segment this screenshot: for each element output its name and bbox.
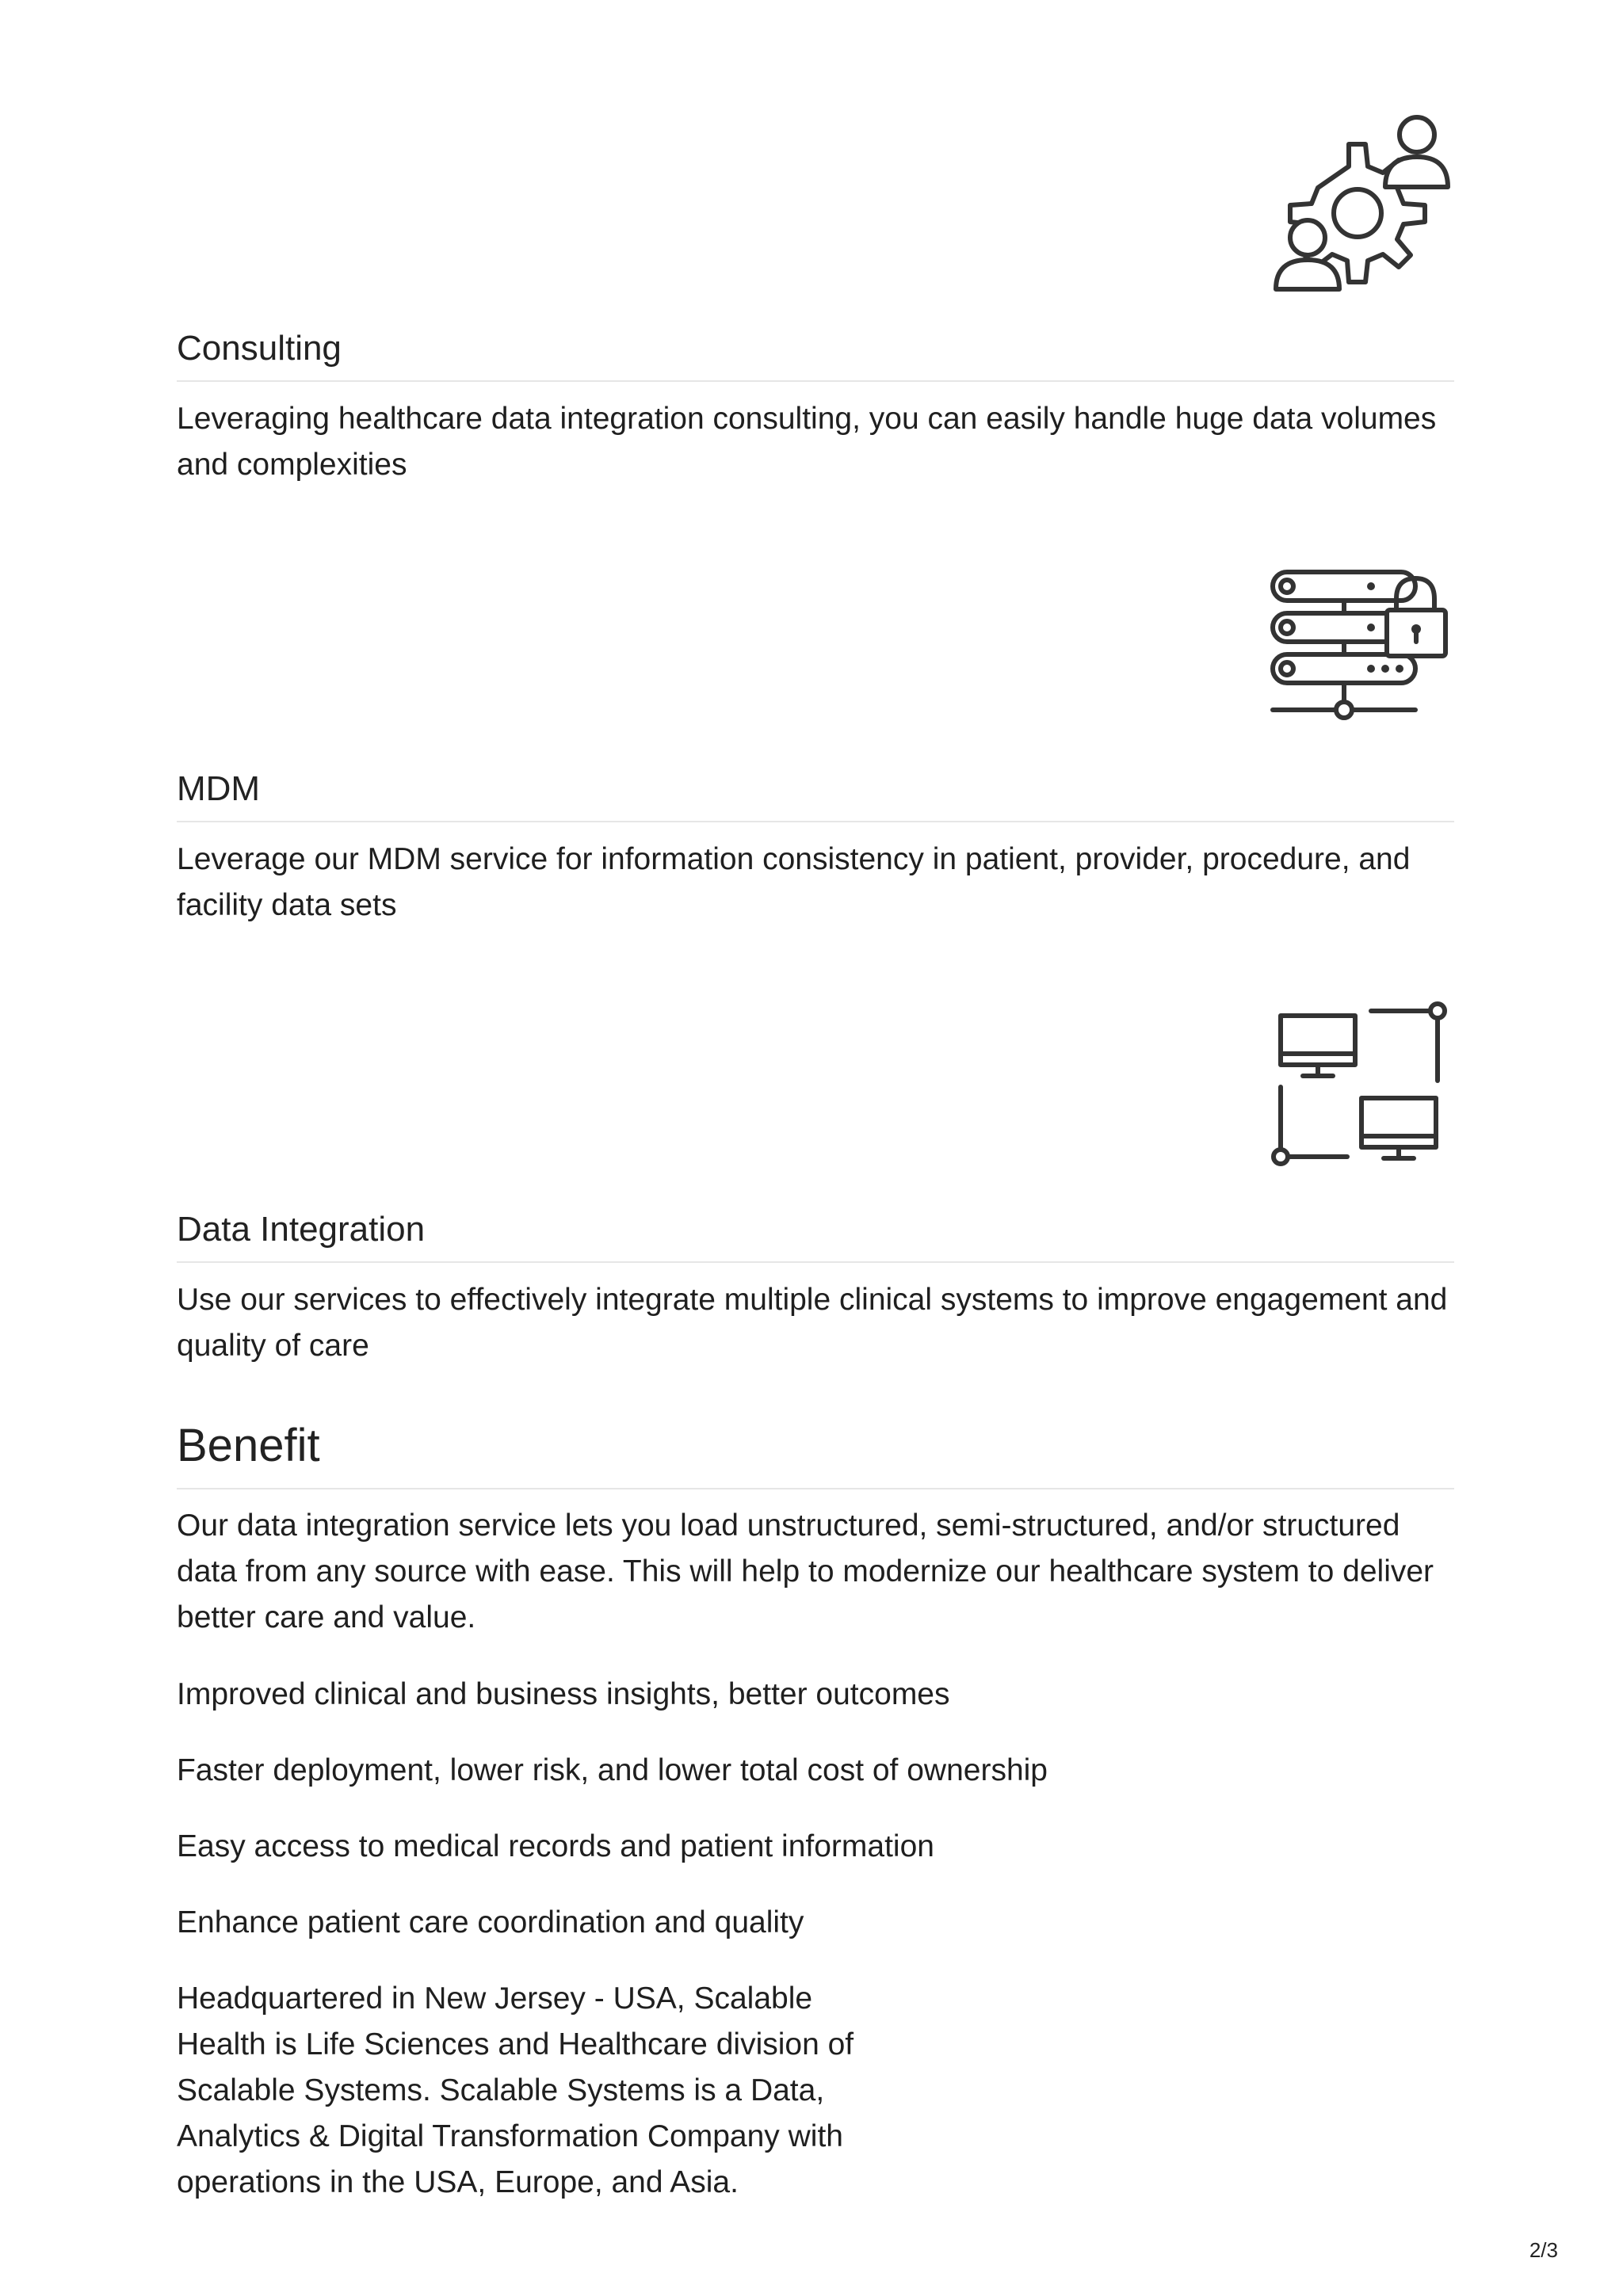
benefit-intro: Our data integration service lets you load unstructured, semi-structured, and/or structured data from any source with ease. This will help to modernize our healthcare system to deliver better care and value.: [177, 1508, 1434, 1634]
benefit-point: Improved clinical and business insights, better outcomes: [177, 1677, 950, 1711]
gear-users-icon: [1272, 111, 1450, 293]
service-title-data-integration: Data Integration: [177, 1210, 426, 1249]
page-number: 2/3: [1529, 2238, 1558, 2262]
service-description-data-integration: Use our services to effectively integrate multiple clinical systems to improve engagement and quality of care: [177, 1283, 1448, 1363]
section-divider: [177, 821, 1454, 822]
section-divider: [177, 1261, 1454, 1263]
server-lock-icon: [1268, 566, 1450, 724]
benefit-heading: Benefit: [177, 1420, 320, 1471]
service-title-mdm: MDM: [177, 769, 261, 808]
connected-monitors-icon: [1268, 1000, 1450, 1169]
benefit-point: Enhance patient care coordination and quality: [177, 1905, 804, 1939]
service-description-mdm: Leverage our MDM service for information consistency in patient, provider, procedure, and facility data sets: [177, 842, 1411, 922]
company-about: Headquartered in New Jersey - USA, Scalable Health is Life Sciences and Healthcare division of Scalable Systems. Scalable Systems is a Data, Analytics & Digital Transformation Company with operations in the USA, Europe, and Asia.: [177, 1981, 854, 2199]
service-description-consulting: Leveraging healthcare data integration consulting, you can easily handle huge data volumes and complexities: [177, 402, 1437, 482]
benefit-point: Easy access to medical records and patient information: [177, 1829, 934, 1863]
benefit-point: Faster deployment, lower risk, and lower total cost of ownership: [177, 1753, 1048, 1787]
service-title-consulting: Consulting: [177, 329, 342, 368]
section-divider: [177, 1488, 1454, 1489]
section-divider: [177, 380, 1454, 382]
